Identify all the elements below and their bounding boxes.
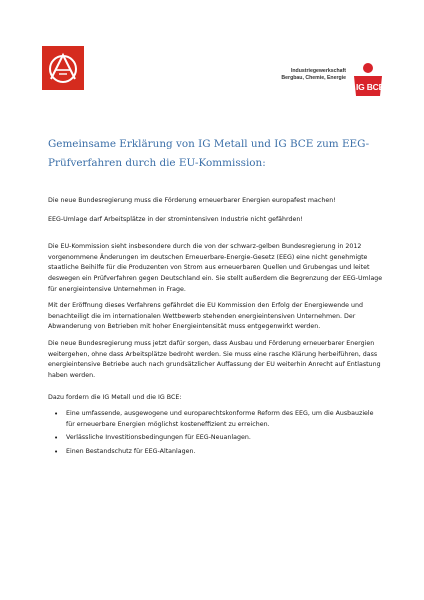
paragraph-2: Mit der Eröffnung dieses Verfahrens gefährdet die EU Kommission den Erfolg der Energiewende und benachteiligt die im internationalen Wettbewerb stehenden energieintensiven Unternehmen. Der Abwanderung von Betrieben mit hoher Energieintensität muss entgegenwirkt werden. [48,302,364,331]
paragraph-3: Die neue Bundesregierung muss jetzt dafür sorgen, dass Ausbau und Förderung erneuerbarer Energien weitergehen, ohne dass Arbeitsplätze bedroht werden. Sie muss eine rasche Klärung herbeiführen, dass energieintensive Betriebe auch nach grundsätzlicher Auffassung der EU weiterhin Anrecht auf Entlastung haben werden. [48,339,381,379]
paragraph-1: Die EU-Kommission sieht insbesondere durch die von der schwarz-gelben Bundesregierung in 2012 vorgenommene Änderungen im deutschen Erneuerbare-Energie-Gesetz (EEG) eine nicht genehmigte staatliche Beihilfe für die Produzenten von Strom aus erneuerbaren Quellen und Grubengas und leitet deswegen ein Prüfverfahren gegen Deutschland ein. Sie stellt außerdem die Begrenzung der EEG-Umlage für energieintensive Unternehmen in Frage. [48,243,383,293]
bullet-icon: • [54,409,59,418]
intro-line-2: EEG-Umlage darf Arbeitsplätze in der stromintensiven Industrie nicht gefährden! [48,215,303,223]
bullet-icon: • [54,447,59,456]
igmetall-logo-icon [42,46,84,90]
list-item: • Eine umfassende, ausgewogene und europarechtskonforme Reform des EEG, um die Ausbauziele für erneuerbare Energien möglichst kosteneffizient zu erreichen. [54,409,374,428]
title-line-1: Gemeinsame Erklärung von IG Metall und IG BCE zum EEG- [48,138,370,150]
igbce-logo [236,62,386,96]
demands-list [48,409,384,457]
intro-line-1: Die neue Bundesregierung muss die Förderung erneuerbarer Energien europafest machen! [48,197,336,204]
igbce-brand-text: IG BCE [356,82,385,92]
document-title [48,135,388,173]
demands-heading: Dazu fordern die IG Metall und die IG BCE: [48,394,182,402]
bullet-icon: • [54,434,59,443]
list-item: • Verlässliche Investitionsbedingungen für EEG-Neuanlagen. [54,434,251,443]
title-line-2: Prüfverfahren durch die EU-Kommission: [48,157,266,169]
igbce-logo-text: Industriegewerkschaft Bergbau, Chemie, Energie [281,68,346,81]
list-item: • Einen Bestandschutz für EEG-Altanlagen. [54,447,196,456]
document-body [48,196,384,460]
